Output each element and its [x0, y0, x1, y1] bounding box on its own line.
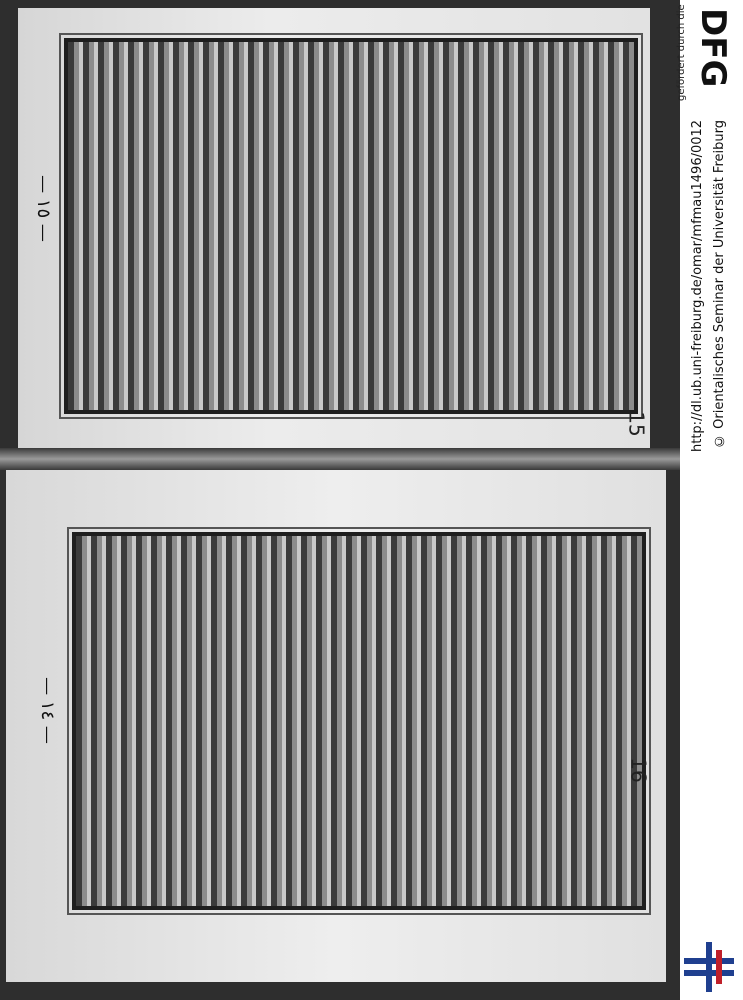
book-gutter [0, 448, 680, 470]
university-library-logo [682, 940, 736, 994]
document-url[interactable]: http://dl.ub.uni-freiburg.de/omar/mfmau1496/0012 [690, 120, 705, 453]
arabic-text-block-top [64, 38, 638, 414]
arabic-text-block-bottom [72, 532, 646, 910]
funding-note: gefördert durch die [676, 4, 687, 101]
copyright-note: © Orientalisches Seminar der Universität Freiburg [712, 120, 727, 448]
dfg-logo [693, 6, 734, 106]
pencil-page-number-bottom: 16 [626, 757, 651, 783]
pencil-page-number-top: 15 [624, 411, 649, 437]
dfg-logo-text: DFG [693, 8, 733, 88]
folio-number-bottom: — ١٤ — [36, 677, 58, 744]
folio-number-top: — ١٥ — [32, 175, 54, 242]
